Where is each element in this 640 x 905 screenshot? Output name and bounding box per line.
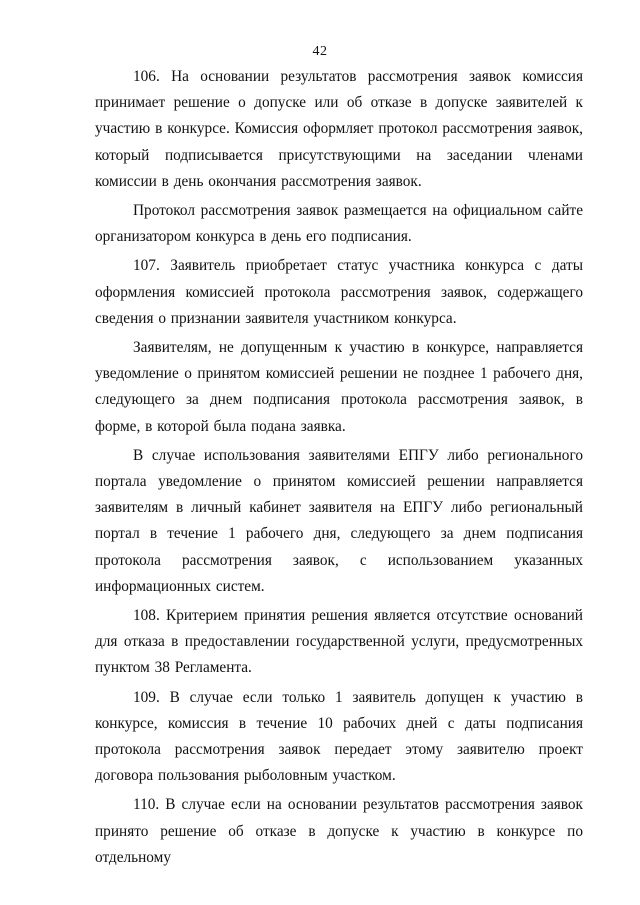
- paragraph-protocol-publication: Протокол рассмотрения заявок размещается на официальном сайте организатором конкурса в день его подписания.: [95, 202, 583, 246]
- document-body: [95, 64, 583, 871]
- paragraph-106: 106. На основании результатов рассмотрения заявок комиссия принимает решение о допуске или об отказе в допуске заявителей к участию в конкурсе. Комиссия оформляет протокол рассмотрения заявок, который подписывается присутствующими на заседании членами комиссии в день окончания рассмотрения заявок.: [95, 68, 583, 190]
- paragraph-109: 109. В случае если только 1 заявитель допущен к участию в конкурсе, комиссия в течение 10 рабочих дней с даты подписания протокола рассмотрения заявок передает этому заявителю проект договора пользования рыболовным участком.: [95, 688, 583, 785]
- page-number: 42: [312, 44, 328, 59]
- paragraph-107: 107. Заявитель приобретает статус участника конкурса с даты оформления комиссией протокола рассмотрения заявок, содержащего сведения о признании заявителя участником конкурса.: [95, 257, 583, 327]
- paragraph-108: 108. Критерием принятия решения является отсутствие оснований для отказа в предоставлении государственной услуги, предусмотренных пунктом 38 Регламента.: [95, 607, 583, 677]
- paragraph-epgu-notice: В случае использования заявителями ЕПГУ либо регионального портала уведомление о принятом комиссией решении направляется заявителям в личный кабинет заявителя на ЕПГУ либо региональный портал в течение 1 рабочего дня, следующего за днем подписания протокола рассмотрения заявок, с использованием указанных информационных систем.: [95, 446, 583, 595]
- paragraph-rejection-notice: Заявителям, не допущенным к участию в конкурсе, направляется уведомление о принятом комиссией решении не позднее 1 рабочего дня, следующего за днем подписания протокола рассмотрения заявок, в форме, в которой была подана заявка.: [95, 339, 583, 435]
- paragraph-110: 110. В случае если на основании результатов рассмотрения заявок принято решение об отказе в допуске к участию в конкурсе по отдельному: [95, 796, 583, 866]
